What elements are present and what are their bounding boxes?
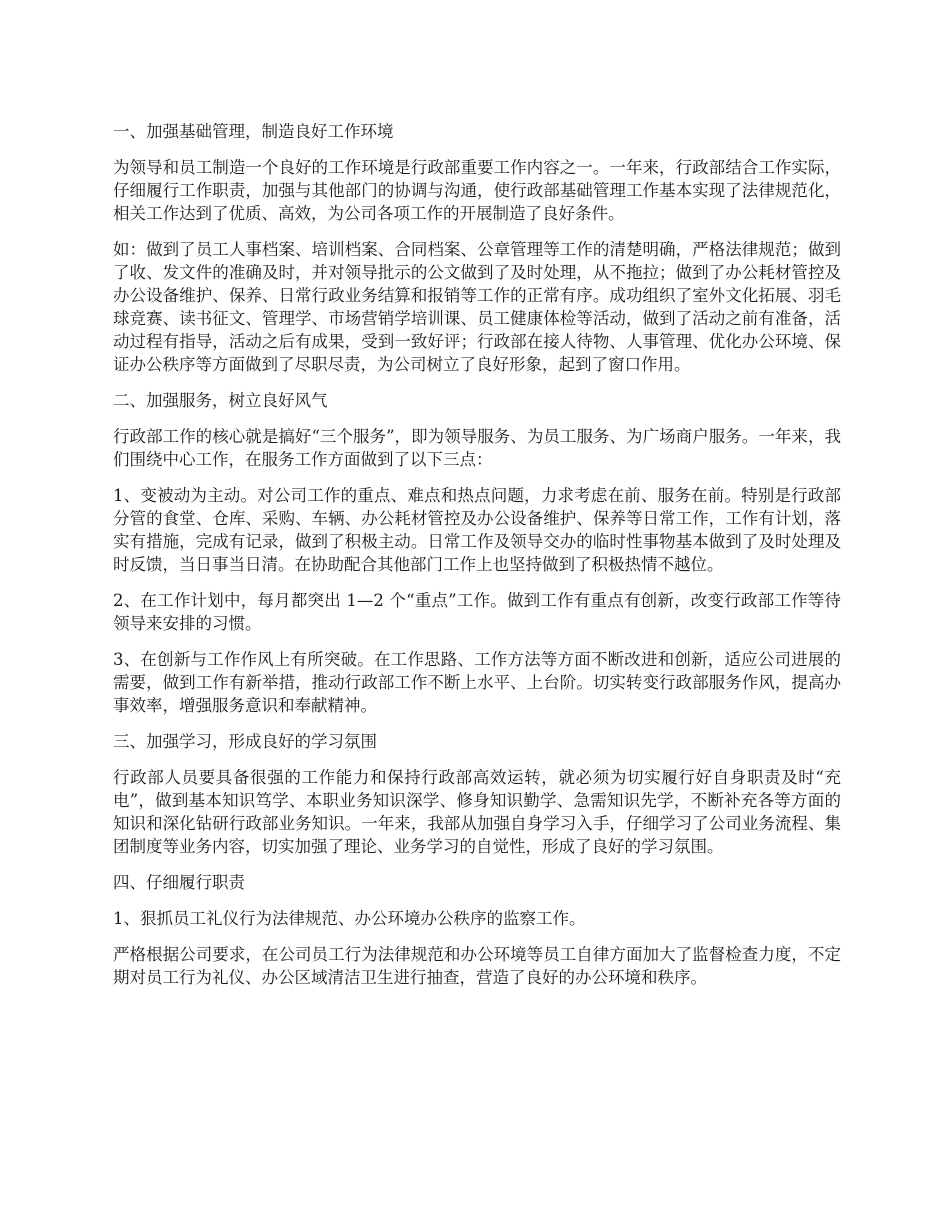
paragraph: 行政部人员要具备很强的工作能力和保持行政部高效运转，就必须为切实履行好自身职责及时“充电”，做到基本知识笃学、本职业务知识深学、修身知识勤学、急需知识先学，不断补充各等方面的知识和深化钻研行政部业务知识。一年来，我部从加强自身学习入手，仔细学习了公司业务流程、集团制度等业务内容，切实加强了理论、业务学习的自觉性，形成了良好的学习氛围。 (113, 768, 841, 856)
paragraph: 行政部工作的核心就是搞好“三个服务”，即为领导服务、为员工服务、为广场商户服务。一年来，我们围绕中心工作，在服务工作方面做到了以下三点： (113, 427, 841, 469)
paragraph: 为领导和员工制造一个良好的工作环境是行政部重要工作内容之一。一年来，行政部结合工作实际，仔细履行工作职责，加强与其他部门的协调与沟通，使行政部基础管理工作基本实现了法律规范化，相关工作达到了优质、高效，为公司各项工作的开展制造了良好条件。 (113, 158, 841, 223)
document-body (113, 120, 841, 1002)
section-heading-4: 四、仔细履行职责 (113, 873, 245, 892)
paragraph: 1、狠抓员工礼仪行为法律规范、办公环境办公秩序的监察工作。 (113, 909, 586, 928)
paragraph: 1、变被动为主动。对公司工作的重点、难点和热点问题，力求考虑在前、服务在前。特别是行政部分管的食堂、仓库、采购、车辆、办公耗材管控及办公设备维护、保养等日常工作，工作有计划，落实有措施，完成有记录，做到了积极主动。日常工作及领导交办的临时性事物基本做到了及时处理及时反馈，当日事当日清。在协助配合其他部门工作上也坚持做到了积极热情不越位。 (113, 486, 841, 574)
paragraph: 严格根据公司要求，在公司员工行为法律规范和办公环境等员工自律方面加大了监督检查力度，不定期对员工行为礼仪、办公区域清洁卫生进行抽查，营造了良好的办公环境和秩序。 (113, 945, 841, 987)
paragraph: 3、在创新与工作作风上有所突破。在工作思路、工作方法等方面不断改进和创新，适应公司进展的需要，做到工作有新举措，推动行政部工作不断上水平、上台阶。切实转变行政部服务作风，提高办事效率，增强服务意识和奉献精神。 (113, 650, 841, 715)
section-heading-2: 二、加强服务，树立良好风气 (113, 391, 328, 410)
section-heading-1: 一、加强基础管理，制造良好工作环境 (113, 122, 394, 141)
paragraph: 2、在工作计划中，每月都突出 1—2 个“重点”工作。做到工作有重点有创新，改变行政部工作等待领导来安排的习惯。 (113, 591, 841, 633)
section-heading-3: 三、加强学习，形成良好的学习氛围 (113, 732, 377, 751)
paragraph: 如：做到了员工人事档案、培训档案、合同档案、公章管理等工作的清楚明确，严格法律规范；做到了收、发文件的准确及时，并对领导批示的公文做到了及时处理，从不拖拉；做到了办公耗材管控及办公设备维护、保养、日常行政业务结算和报销等工作的正常有序。成功组织了室外文化拓展、羽毛球竞赛、读书征文、管理学、市场营销学培训课、员工健康体检等活动，做到了活动之前有准备，活动过程有指导，活动之后有成果，受到一致好评；行政部在接人待物、人事管理、优化办公环境、保证办公秩序等方面做到了尽职尽责，为公司树立了良好形象，起到了窗口作用。 (113, 240, 841, 374)
